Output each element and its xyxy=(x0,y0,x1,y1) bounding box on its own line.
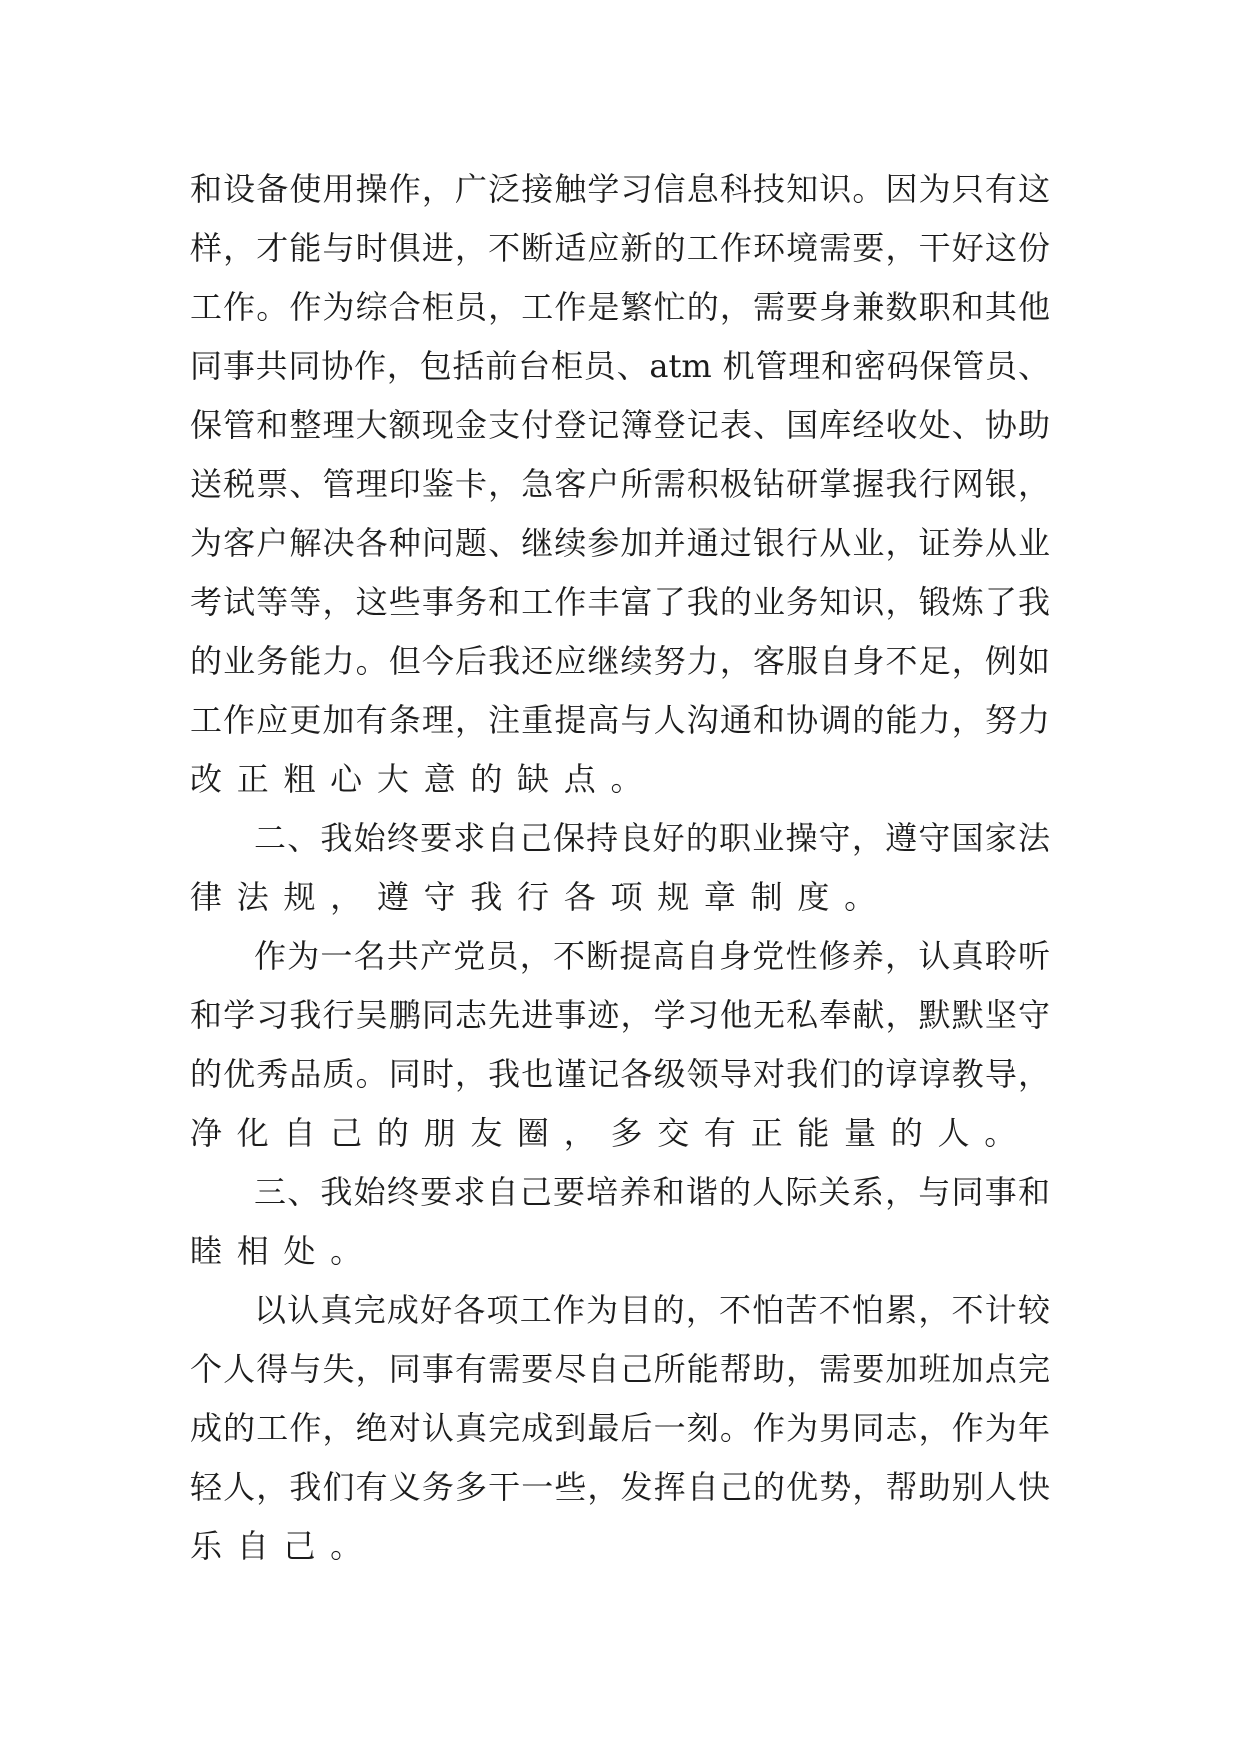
text-line: 成的工作，绝对认真完成到最后一刻。作为男同志，作为年 xyxy=(190,1409,1050,1447)
text-line: 净化自己的朋友圈，多交有正能量的人。 xyxy=(190,1114,1031,1152)
text-line: 工作。作为综合柜员，工作是繁忙的，需要身兼数职和其他 xyxy=(190,288,1050,326)
text-line: 和设备使用操作，广泛接触学习信息科技知识。因为只有这 xyxy=(190,170,1050,208)
text-line: 个人得与失，同事有需要尽自己所能帮助，需要加班加点完 xyxy=(190,1350,1050,1388)
text-line: 工作应更加有条理，注重提高与人沟通和协调的能力，努力 xyxy=(190,701,1050,739)
text-line: 睦相处。 xyxy=(190,1232,377,1270)
paragraph-2 xyxy=(190,809,1050,927)
text-line: 律法规，遵守我行各项规章制度。 xyxy=(190,878,891,916)
text-line: 的业务能力。但今后我还应继续努力，客服自身不足，例如 xyxy=(190,642,1050,680)
text-line: 保管和整理大额现金支付登记簿登记表、国库经收处、协助 xyxy=(190,406,1050,444)
text-line: 作为一名共产党员，不断提高自身党性修养，认真聆听 xyxy=(254,937,1050,975)
text-line: 考试等等，这些事务和工作丰富了我的业务知识，锻炼了我 xyxy=(190,583,1050,621)
paragraph-1 xyxy=(190,160,1050,809)
text-line: 为客户解决各种问题、继续参加并通过银行从业，证券从业 xyxy=(190,524,1050,562)
document-body xyxy=(190,160,1050,1576)
text-line: 送税票、管理印鉴卡，急客户所需积极钻研掌握我行网银， xyxy=(190,465,1050,503)
text-line: 以认真完成好各项工作为目的，不怕苦不怕累，不计较 xyxy=(254,1291,1050,1329)
text-line: 二、我始终要求自己保持良好的职业操守，遵守国家法 xyxy=(254,819,1050,857)
paragraph-5 xyxy=(190,1281,1050,1576)
text-line: 和学习我行吴鹏同志先进事迹，学习他无私奉献，默默坚守 xyxy=(190,996,1050,1034)
text-line: 改正粗心大意的缺点。 xyxy=(190,760,658,798)
text-line: 同事共同协作，包括前台柜员、atm 机管理和密码保管员、 xyxy=(190,347,1050,385)
paragraph-3 xyxy=(190,927,1050,1163)
text-line: 三、我始终要求自己要培养和谐的人际关系，与同事和 xyxy=(254,1173,1050,1211)
text-line: 轻人，我们有义务多干一些，发挥自己的优势，帮助别人快 xyxy=(190,1468,1050,1506)
paragraph-4 xyxy=(190,1163,1050,1281)
text-line: 样，才能与时俱进，不断适应新的工作环境需要，干好这份 xyxy=(190,229,1050,267)
text-line: 的优秀品质。同时，我也谨记各级领导对我们的谆谆教导， xyxy=(190,1055,1050,1093)
text-line: 乐自己。 xyxy=(190,1527,377,1565)
